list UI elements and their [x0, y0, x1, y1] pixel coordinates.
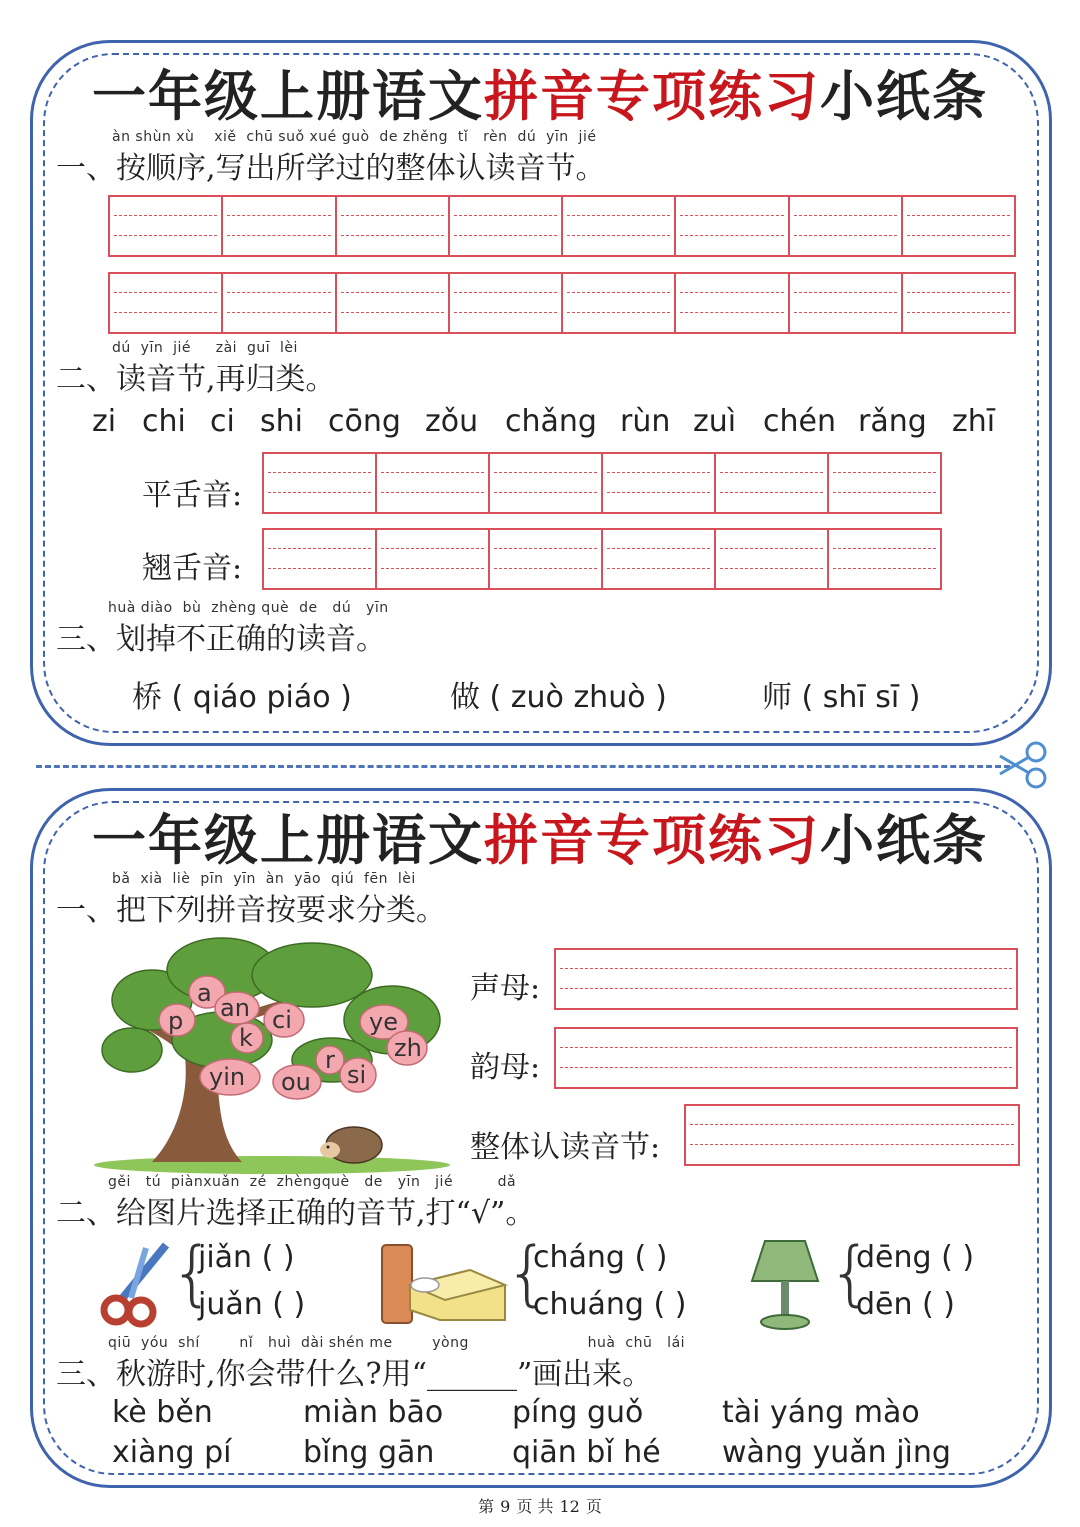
c2-q1-pinyin: bǎ xià liè pīn yīn àn yāo qiú fēn lèi	[112, 871, 416, 887]
writing-cell[interactable]	[490, 530, 603, 588]
fruit-label: p	[168, 1007, 184, 1035]
title-tail-part: 小纸条	[820, 64, 988, 128]
title-red-part: 拼音专项练习	[484, 64, 820, 128]
bed-picture	[380, 1240, 510, 1325]
option-chuang[interactable]: chuáng ( )	[533, 1287, 687, 1322]
q3-pinyin: huà diào bù zhèng què de dú yīn	[108, 600, 389, 616]
q3-item[interactable]	[132, 672, 352, 716]
writing-cell[interactable]	[903, 197, 1014, 255]
item-word[interactable]: tài yáng mào	[722, 1395, 920, 1430]
syllable: zi	[92, 404, 117, 439]
writing-cell[interactable]	[490, 454, 603, 512]
whole-syllable-answer-box[interactable]	[684, 1104, 1020, 1166]
writing-cell[interactable]	[377, 454, 490, 512]
writing-cell[interactable]	[903, 274, 1014, 332]
writing-cell[interactable]	[337, 274, 450, 332]
brace: {	[505, 1232, 550, 1314]
writing-grid-row-1[interactable]	[108, 195, 1016, 257]
writing-cell[interactable]	[337, 197, 450, 255]
footer-suffix: 页	[585, 1497, 602, 1516]
fruit-label: ci	[272, 1006, 292, 1034]
option-deng[interactable]: dēng ( )	[856, 1240, 975, 1275]
q3-item[interactable]	[762, 672, 921, 716]
option-chang[interactable]: cháng ( )	[533, 1240, 668, 1275]
q1-pinyin: àn shùn xù xiě chū suǒ xué guò de zhěng tǐ rèn dú yīn jié	[112, 129, 597, 145]
writing-cell[interactable]	[603, 454, 716, 512]
finals-label: 韵母:	[470, 1050, 541, 1085]
option-jian[interactable]: jiǎn ( )	[198, 1240, 295, 1275]
fruit-label: an	[220, 994, 250, 1022]
syllable: chǎng	[505, 404, 597, 439]
fruit-label: ou	[281, 1068, 311, 1096]
option-den[interactable]: dēn ( )	[856, 1287, 955, 1322]
card1-title	[0, 54, 1080, 131]
syllable: chi	[142, 404, 186, 439]
brace: {	[828, 1232, 873, 1314]
title-red-part: 拼音专项练习	[484, 808, 820, 872]
footer-page-number: 9	[500, 1497, 511, 1516]
fruit-label: a	[197, 979, 212, 1007]
c2-q3-heading: 三、秋游时,你会带什么?用“______”画出来。	[56, 1357, 653, 1392]
writing-cell[interactable]	[603, 530, 716, 588]
initials-label: 声母:	[470, 971, 541, 1006]
syllable: shi	[260, 404, 303, 439]
item-char: 做	[450, 680, 480, 715]
finals-answer-box[interactable]	[554, 1027, 1018, 1089]
writing-cell[interactable]	[716, 454, 829, 512]
writing-cell[interactable]	[264, 454, 377, 512]
retroflex-grid[interactable]	[262, 528, 942, 590]
item-word[interactable]: píng guǒ	[512, 1395, 644, 1430]
syllable: cōng	[328, 404, 401, 439]
writing-cell[interactable]	[377, 530, 490, 588]
fruit-label: yin	[209, 1063, 246, 1091]
brace: {	[170, 1232, 215, 1314]
writing-cell[interactable]	[829, 530, 940, 588]
title-tail-part: 小纸条	[820, 808, 988, 872]
page-footer	[0, 1494, 1080, 1517]
fruit-label: ye	[369, 1008, 398, 1036]
tree-illustration	[92, 930, 452, 1175]
writing-cell[interactable]	[223, 274, 336, 332]
item-word[interactable]: wàng yuǎn jìng	[722, 1435, 951, 1470]
writing-cell[interactable]	[676, 274, 789, 332]
hedgehog-picture	[320, 1127, 382, 1163]
scissors-icon	[996, 740, 1052, 790]
writing-cell[interactable]	[450, 197, 563, 255]
writing-cell[interactable]	[790, 197, 903, 255]
item-word[interactable]: qiān bǐ hé	[512, 1435, 661, 1470]
option-juan[interactable]: juǎn ( )	[198, 1287, 306, 1322]
retroflex-label: 翘舌音:	[142, 551, 243, 586]
item-word[interactable]: miàn bāo	[303, 1395, 444, 1430]
writing-cell[interactable]	[450, 274, 563, 332]
q1-heading: 一、按顺序,写出所学过的整体认读音节。	[56, 151, 606, 186]
writing-grid-row-2[interactable]	[108, 272, 1016, 334]
item-options[interactable]: ( qiáo piáo )	[171, 680, 352, 715]
item-options[interactable]: ( zuò zhuò )	[489, 680, 667, 715]
writing-cell[interactable]	[829, 454, 940, 512]
lamp-picture	[750, 1236, 820, 1331]
writing-cell[interactable]	[563, 274, 676, 332]
card2-title	[0, 798, 1080, 875]
footer-prefix: 第	[478, 1497, 495, 1516]
syllable: zǒu	[425, 404, 479, 439]
item-char: 桥	[132, 680, 162, 715]
c2-q3-pinyin: qiū yóu shí nǐ huì dài shén me yòng huà chū lái	[108, 1335, 686, 1351]
q2-pinyin: dú yīn jié zài guī lèi	[112, 340, 298, 356]
scissors-picture	[96, 1240, 176, 1330]
syllable: rǎng	[858, 404, 927, 439]
writing-cell[interactable]	[264, 530, 377, 588]
writing-cell[interactable]	[676, 197, 789, 255]
writing-cell[interactable]	[223, 197, 336, 255]
writing-cell[interactable]	[716, 530, 829, 588]
c2-q2-heading: 二、给图片选择正确的音节,打“√”。	[56, 1196, 536, 1231]
writing-cell[interactable]	[790, 274, 903, 332]
item-word[interactable]: bǐng gān	[303, 1435, 435, 1470]
q2-heading: 二、读音节,再归类。	[56, 362, 336, 397]
syllable: zhī	[952, 404, 996, 439]
writing-cell[interactable]	[110, 197, 223, 255]
title-black-part: 一年级上册语文	[92, 64, 484, 128]
syllable: ci	[210, 404, 235, 439]
item-char: 师	[762, 680, 792, 715]
title-black-part: 一年级上册语文	[92, 808, 484, 872]
footer-total-pages: 12	[559, 1497, 580, 1516]
flat-tongue-label: 平舌音:	[142, 478, 243, 513]
fruit-label: r	[325, 1046, 335, 1074]
cut-line	[36, 765, 1010, 768]
initials-answer-box[interactable]	[554, 948, 1018, 1010]
syllable: rùn	[620, 404, 671, 439]
whole-syllable-label: 整体认读音节:	[470, 1130, 661, 1165]
flat-tongue-grid[interactable]	[262, 452, 942, 514]
c2-q1-heading: 一、把下列拼音按要求分类。	[56, 893, 446, 928]
q3-item[interactable]	[450, 672, 667, 716]
writing-cell[interactable]	[563, 197, 676, 255]
syllable: zuì	[693, 404, 737, 439]
c2-q2-pinyin: gěi tú piànxuǎn zé zhèngquè de yīn jié dǎ	[108, 1174, 517, 1190]
item-word[interactable]: xiàng pí	[112, 1435, 232, 1470]
item-options[interactable]: ( shī sī )	[801, 680, 921, 715]
fruit-label: si	[347, 1061, 367, 1089]
fruit-label: k	[239, 1024, 253, 1052]
footer-mid: 页 共	[516, 1497, 554, 1516]
syllable: chén	[763, 404, 836, 439]
writing-cell[interactable]	[110, 274, 223, 332]
item-word[interactable]: kè běn	[112, 1395, 213, 1430]
fruit-label: zh	[394, 1034, 422, 1062]
q3-heading: 三、划掉不正确的读音。	[56, 622, 386, 657]
